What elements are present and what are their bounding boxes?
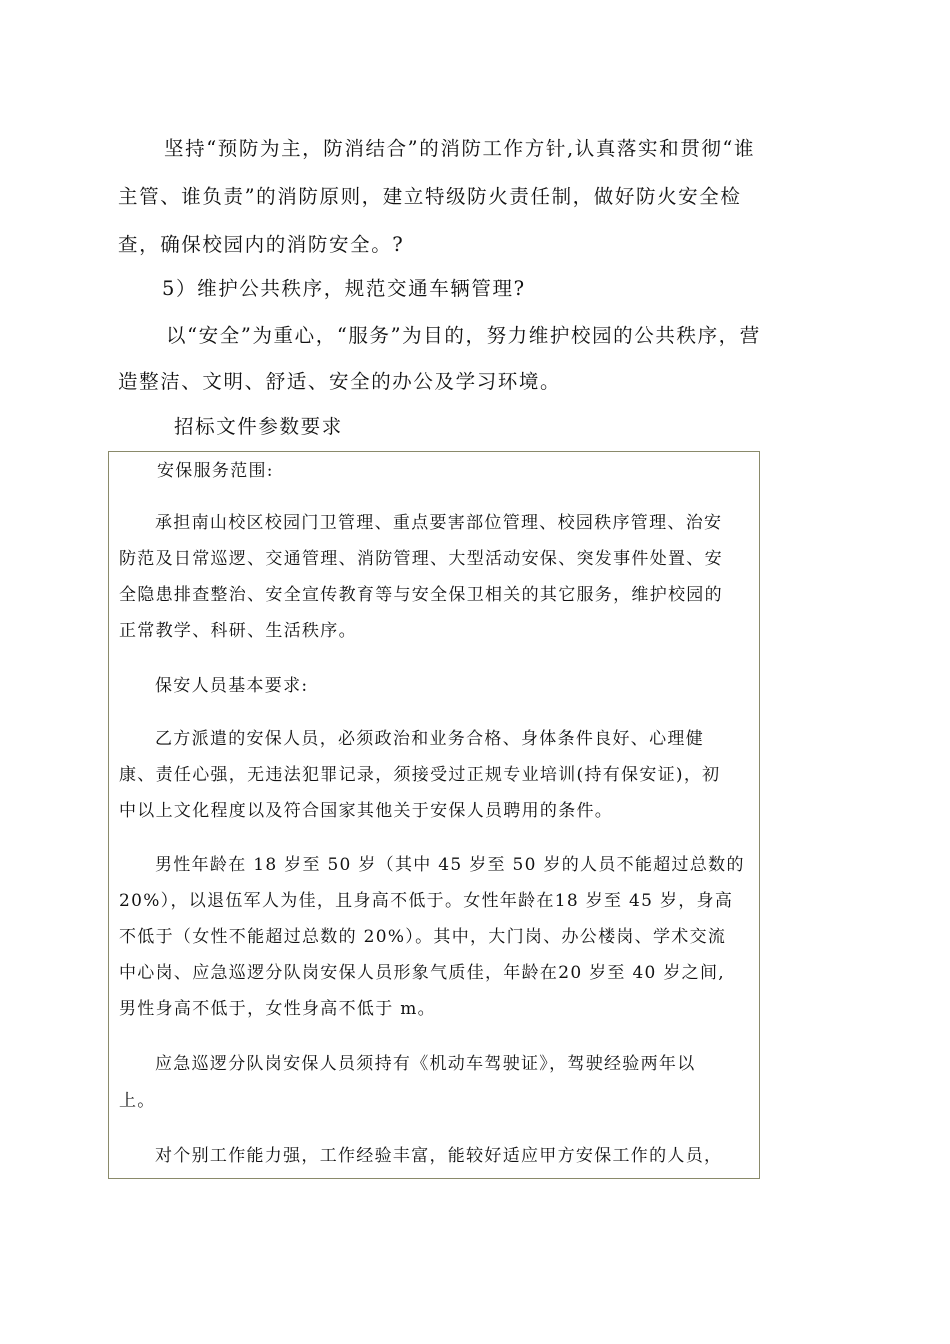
age-line: 男性身高不低于，女性身高不低于 m。	[119, 999, 436, 1019]
scope-line: 承担南山校区校园门卫管理、重点要害部位管理、校园秩序管理、治安	[155, 513, 723, 533]
section-heading: 招标文件参数要求	[174, 415, 343, 438]
requirements-line: 康、责任心强，无违法犯罪记录，须接受过正规专业培训(持有保安证)，初	[119, 765, 721, 785]
paragraph-line: 查，确保校园内的消防安全。?	[118, 233, 405, 256]
requirements-line: 乙方派遣的安保人员，必须政治和业务合格、身体条件良好、心理健	[155, 729, 704, 749]
requirements-box	[108, 451, 760, 1179]
patrol-line: 应急巡逻分队岗安保人员须持有《机动车驾驶证》，驾驶经验两年以	[155, 1054, 696, 1074]
scope-line: 全隐患排查整治、安全宣传教育等与安全保卫相关的其它服务，维护校园的	[119, 585, 723, 605]
age-line: 20%），以退伍军人为佳，且身高不低于。女性年龄在18 岁至 45 岁，身高	[119, 891, 734, 911]
age-line: 中心岗、应急巡逻分队岗安保人员形象气质佳，年龄在20 岁至 40 岁之间,	[119, 963, 725, 983]
age-line: 不低于（女性不能超过总数的 20%）。其中，大门岗、办公楼岗、学术交流	[119, 927, 727, 947]
scope-line: 防范及日常巡逻、交通管理、消防管理、大型活动安保、突发事件处置、安	[119, 549, 723, 569]
requirements-title: 保安人员基本要求:	[155, 676, 309, 696]
paragraph-line: 以“安全”为重心，“服务”为目的，努力维护校园的公共秩序，营	[166, 324, 761, 347]
paragraph-line: 主管、谁负责”的消防原则，建立特级防火责任制，做好防火安全检	[118, 185, 742, 208]
paragraph-line: 造整洁、文明、舒适、安全的办公及学习环境。	[118, 370, 562, 393]
scope-title: 安保服务范围:	[157, 461, 274, 481]
last-line: 对个别工作能力强，工作经验丰富，能较好适应甲方安保工作的人员，	[155, 1146, 723, 1166]
patrol-line: 上。	[119, 1091, 156, 1111]
paragraph-line: 坚持“预防为主，防消结合”的消防工作方针,认真落实和贯彻“谁	[164, 137, 756, 160]
item-5-heading: 5）维护公共秩序，规范交通车辆管理?	[162, 277, 526, 300]
scope-line: 正常教学、科研、生活秩序。	[119, 621, 357, 641]
age-line: 男性年龄在 18 岁至 50 岁（其中 45 岁至 50 岁的人员不能超过总数的	[155, 855, 745, 875]
requirements-line: 中以上文化程度以及符合国家其他关于安保人员聘用的条件。	[119, 801, 614, 821]
